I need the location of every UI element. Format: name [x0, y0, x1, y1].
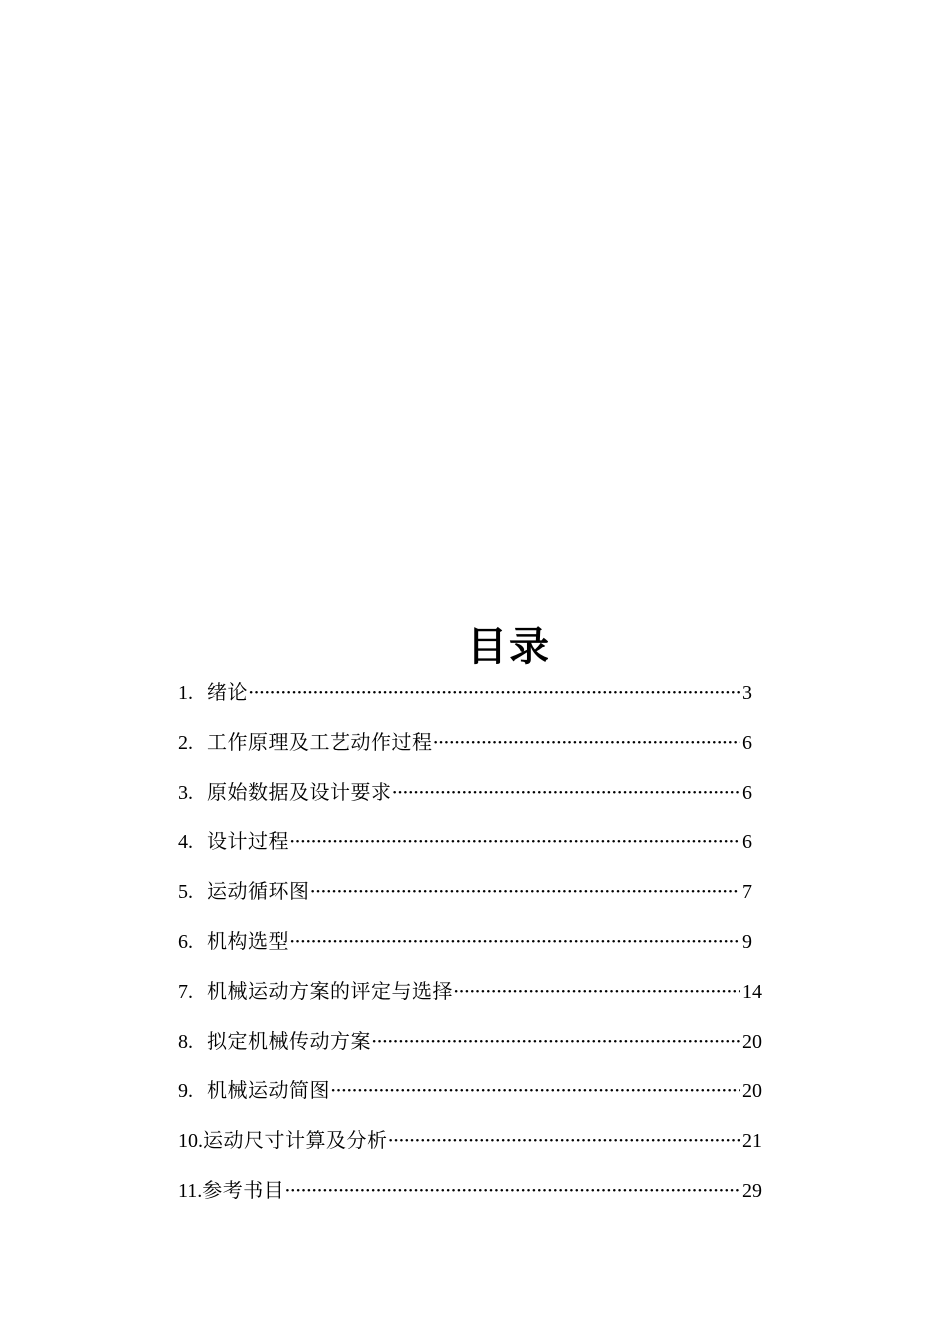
toc-entry-label: 运动尺寸计算及分析 [203, 1128, 388, 1153]
toc-entry[interactable] [178, 776, 768, 826]
toc-entry-page: 6 [742, 781, 752, 804]
page-title: 目录 [467, 623, 551, 670]
toc-entry-page: 29 [742, 1179, 762, 1202]
toc-entry-number: 7. [178, 980, 193, 1003]
toc-entry-page: 9 [742, 930, 752, 953]
toc-entry-label: 机械运动简图 [207, 1078, 330, 1103]
toc-entry-number: 3. [178, 781, 193, 804]
toc-dot-leader [310, 875, 741, 907]
toc-entry-label: 绪论 [207, 680, 248, 704]
toc-entry-label: 机械运动方案的评定与选择 [207, 978, 453, 1003]
toc-entry[interactable] [178, 1174, 768, 1224]
toc-entry-number: 2. [178, 731, 193, 754]
toc-entry-page: 20 [742, 1080, 762, 1103]
toc-dot-leader [289, 825, 740, 857]
toc-entry-page: 7 [742, 881, 752, 904]
toc-entry[interactable] [178, 825, 768, 875]
toc-entry[interactable] [178, 1074, 768, 1124]
toc-entry-number: 10. [178, 1130, 203, 1153]
toc-dot-leader [388, 1124, 741, 1156]
toc-entry[interactable] [178, 1124, 768, 1174]
toc-entry[interactable] [178, 1025, 768, 1075]
toc-dot-leader [392, 776, 741, 808]
toc-entry-number: 4. [178, 831, 193, 854]
toc-entry-label: 机构选型 [207, 928, 289, 953]
toc-dot-leader [371, 1025, 740, 1057]
toc-entry-label: 设计过程 [207, 829, 289, 854]
toc-entry-page: 6 [742, 831, 752, 854]
toc-entry-number: 5. [178, 881, 193, 904]
toc-entry[interactable] [178, 875, 768, 925]
toc-entry-page: 20 [742, 1030, 762, 1053]
toc-entry-number: 11. [178, 1179, 203, 1202]
toc-entry-label: 原始数据及设计要求 [207, 779, 392, 804]
toc-dot-leader [284, 1174, 740, 1206]
toc-entry-label: 拟定机械传动方案 [207, 1028, 371, 1053]
toc-entry[interactable] [178, 726, 768, 776]
toc-dot-leader [289, 925, 740, 957]
table-of-contents [178, 676, 768, 1224]
toc-dot-leader [248, 676, 740, 708]
toc-dot-leader [330, 1074, 740, 1106]
toc-entry-page: 14 [742, 980, 762, 1003]
toc-entry[interactable] [178, 975, 768, 1025]
toc-entry-label: 运动循环图 [207, 879, 310, 904]
toc-dot-leader [453, 975, 740, 1007]
toc-entry-number: 6. [178, 930, 193, 953]
toc-entry-label: 参考书目 [202, 1177, 285, 1202]
toc-entry-page: 6 [742, 731, 752, 754]
toc-entry[interactable] [178, 676, 768, 726]
toc-entry[interactable] [178, 925, 768, 975]
toc-entry-label: 工作原理及工艺动作过程 [207, 729, 433, 754]
toc-entry-page: 21 [742, 1130, 762, 1153]
toc-entry-page: 3 [742, 682, 752, 704]
toc-entry-number: 9. [178, 1080, 193, 1103]
toc-entry-number: 8. [178, 1030, 193, 1053]
toc-dot-leader [433, 726, 741, 758]
toc-entry-number: 1. [178, 682, 193, 704]
